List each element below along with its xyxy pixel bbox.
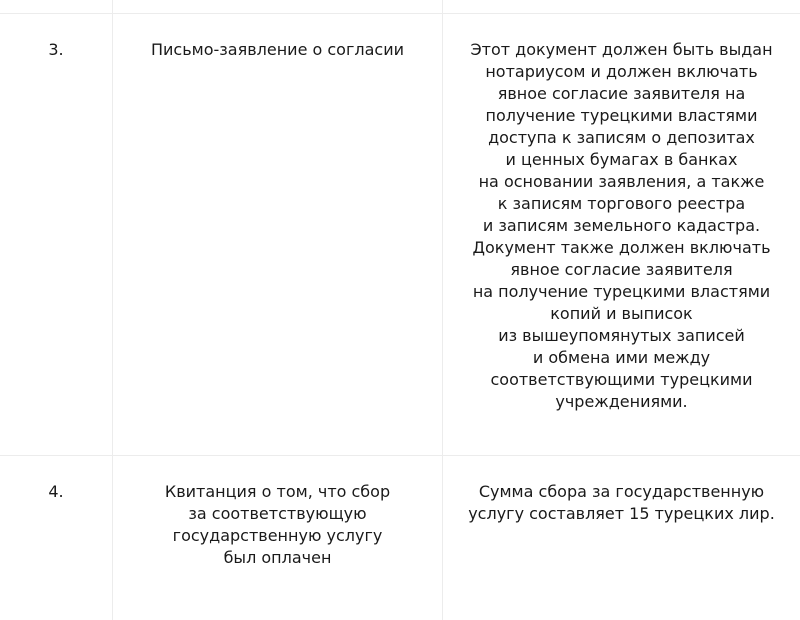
row-4-number: 4. [48, 482, 64, 501]
row-3-number: 3. [48, 40, 64, 59]
row-4-document-name: Квитанция о том, что сбор за соответствующую государственную услугу был оплачен [164, 482, 391, 567]
row-divider-top [0, 13, 800, 14]
row-4-description: Сумма сбора за государственную услугу составляет 15 турецких лир. [468, 482, 775, 523]
row-divider-middle [0, 455, 800, 456]
row-3-description: Этот документ должен быть выдан нотариусом и должен включать явное согласие заявителя на получение турецкими властями доступа к записям о депозитах и ценных бумагах в банках на основании заявления, а также к записям торгового реестра и записям земельного кадастра. Документ также должен включать явное согласие заявителя на получение турецкими властями копий и выписок из вышеупомянутых записей и обмена ими между соответствующими турецкими учреждениями. [470, 40, 773, 411]
row-3-document-name: Письмо-заявление о согласии [150, 40, 404, 59]
